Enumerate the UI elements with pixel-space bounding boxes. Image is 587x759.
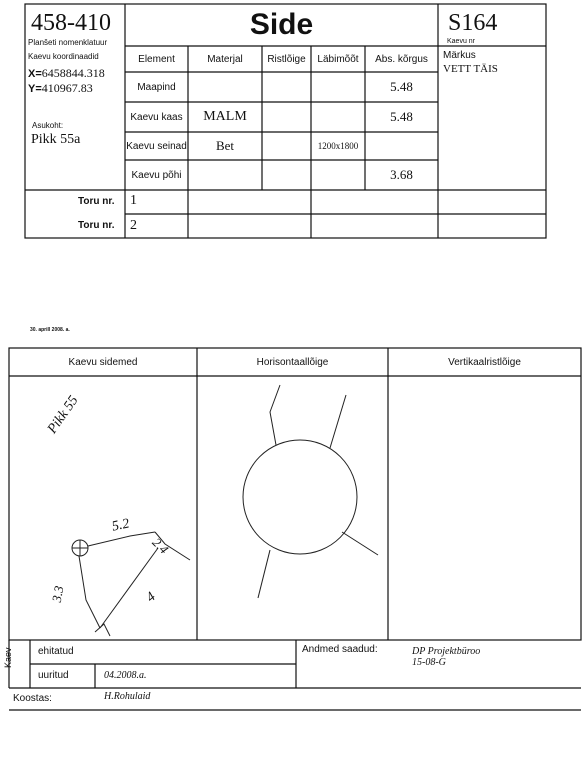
well-id-caption: Kaevu nr (447, 38, 476, 45)
col-header-material: Materjal (207, 53, 243, 65)
row-abs: 5.48 (390, 79, 413, 94)
col-header-element: Element (138, 53, 175, 65)
x-value: 6458844.318 (41, 66, 105, 80)
col-header-diameter: Läbimõõt (317, 53, 359, 65)
author-label: Koostas: (13, 693, 52, 704)
row-element: Kaevu põhi (131, 169, 182, 181)
pipe-label: Toru nr. (78, 220, 115, 231)
remark-value: VETT TÄIS (443, 63, 498, 75)
x-label: X= (28, 68, 42, 80)
row-element: Kaevu kaas (130, 111, 183, 123)
row-material: Bet (215, 138, 235, 153)
sketch-street-note: Pikk 55 (45, 393, 82, 437)
row-element: Maapind (137, 81, 176, 93)
page-title: Side (249, 8, 314, 41)
pipe-value: 2 (130, 218, 137, 233)
row-element: Kaevu seinad (126, 140, 187, 152)
coords-label: Kaevu koordinaadid (28, 52, 99, 61)
row-diameter: 1200x1800 (317, 141, 359, 151)
sketch-dimension: 2.4 (149, 534, 172, 557)
plan-code-caption: Planšeti nomenklatuur (28, 38, 108, 47)
horizontal-section-drawing (243, 385, 378, 598)
location-value: Pikk 55a (31, 132, 81, 147)
sketch-dimension: 4 (143, 589, 159, 606)
footer-side-label: Kaev (3, 647, 13, 668)
remark-label: Märkus (443, 50, 476, 61)
row-abs: 3.68 (390, 167, 413, 182)
author-value: H.Rohulaid (104, 691, 151, 702)
pipe-value: 1 (130, 193, 137, 208)
pipe-label: Toru nr. (78, 196, 115, 207)
sketch-header-horizontal: Horisontaallõige (256, 356, 329, 368)
plan-code: 458-410 (31, 10, 111, 36)
well-id: S164 (448, 10, 498, 36)
row-material: MALM (203, 109, 247, 124)
location-label: Asukoht: (32, 121, 64, 130)
sketch-dimension: 5.2 (110, 516, 131, 535)
source-label: Andmed saadud: (302, 644, 378, 655)
source-value: 15-08-G (412, 657, 446, 668)
col-header-cross: Ristlõige (267, 53, 306, 65)
surveyed-label: uuritud (38, 670, 69, 681)
connection-sketch (72, 532, 190, 636)
surveyed-value: 04.2008.a. (104, 670, 147, 681)
sketch-header-connections: Kaevu sidemed (68, 356, 138, 368)
sketch-header-vertical: Vertikaalristlõige (448, 356, 521, 368)
y-label: Y= (28, 83, 42, 95)
col-header-abs: Abs. kõrgus (375, 53, 428, 65)
source-value: DP Projektbüroo (412, 646, 481, 657)
built-label: ehitatud (38, 646, 74, 657)
row-abs: 5.48 (390, 109, 413, 124)
sketch-dimension: 3.3 (48, 584, 67, 604)
date-stamp: 30. aprill 2008. a. (30, 327, 70, 333)
y-value: 410967.83 (41, 81, 93, 95)
